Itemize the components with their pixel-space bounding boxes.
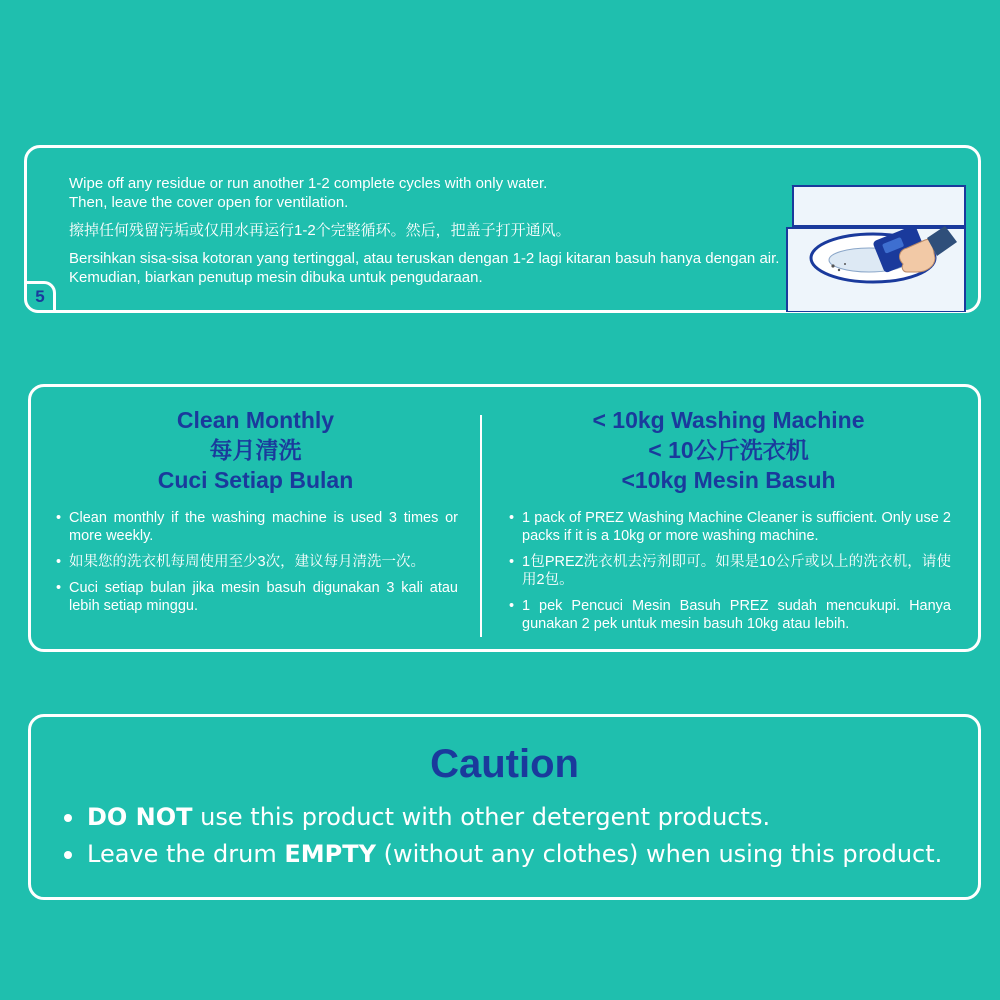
monthly-item-en: • Clean monthly if the washing machine is used 3 times or more weekly. [53, 509, 458, 545]
caution-item-empty-drum [61, 836, 942, 873]
monthly-item-ms: • Cuci setiap bulan jika mesin basuh digunakan 3 kali atau lebih setiap minggu. [53, 579, 458, 615]
step-text-en-2: Then, leave the cover open for ventilation. [69, 194, 349, 211]
step-number-badge: 5 [24, 281, 56, 313]
size-title-ms: <10kg Mesin Basuh [621, 467, 836, 493]
size-title-zh: < 10公斤洗衣机 [648, 437, 809, 463]
monthly-column [53, 405, 458, 623]
step-text-en-1: Wipe off any residue or run another 1-2 complete cycles with only water. [69, 175, 548, 192]
washing-machine-illustration [785, 180, 967, 312]
monthly-title-zh: 每月清洗 [209, 437, 302, 463]
size-title [506, 405, 951, 495]
monthly-title-en: Clean Monthly [176, 407, 335, 433]
step-text-zh: 擦掉任何残留污垢或仅用水再运行1-2个完整循环。然后，把盖子打开通风。 [69, 222, 571, 239]
size-item-zh: • 1包PREZ洗衣机去污剂即可。如果是10公斤或以上的洗衣机，请使用2包。 [506, 553, 951, 589]
step-text-ms: Bersihkan sisa-sisa kotoran yang tertinggal, atau teruskan dengan 1-2 lagi kitaran basuh hanya dengan air. Kemudian, biarkan penutup mesin dibuka untuk pengudaraan. [69, 250, 780, 286]
size-title-en: < 10kg Washing Machine [592, 407, 865, 433]
step-5-panel [24, 145, 981, 313]
caution-title: Caution [430, 742, 579, 786]
caution-item-detergent [61, 799, 942, 836]
caution-item2-bold: EMPTY [284, 840, 376, 868]
caution-item1-text: use this product with other detergent products. [192, 803, 771, 831]
caution-item2-post: (without any clothes) when using this product. [375, 840, 943, 868]
monthly-item-zh: • 如果您的洗衣机每周使用至少3次，建议每月清洗一次。 [53, 553, 458, 571]
caution-item2-pre: Leave the drum [87, 840, 285, 868]
size-item-en: • 1 pack of PREZ Washing Machine Cleaner is sufficient. Only use 2 packs if it is a 10kg or more washing machine. [506, 509, 951, 545]
monthly-title-ms: Cuci Setiap Bulan [157, 467, 354, 493]
size-item-ms: • 1 pek Pencuci Mesin Basuh PREZ sudah mencukupi. Hanya gunakan 2 pek untuk mesin basuh 10kg atau lebih. [506, 597, 951, 633]
caution-panel [28, 714, 981, 900]
monthly-title [53, 405, 458, 495]
caution-item1-bold: DO NOT [87, 803, 193, 831]
cleaning-info-panel [28, 384, 981, 652]
caution-list [61, 799, 942, 873]
step-instructions [69, 174, 789, 296]
size-list [506, 509, 951, 633]
monthly-list [53, 509, 458, 615]
machine-size-column [506, 405, 951, 641]
column-divider [480, 415, 482, 637]
